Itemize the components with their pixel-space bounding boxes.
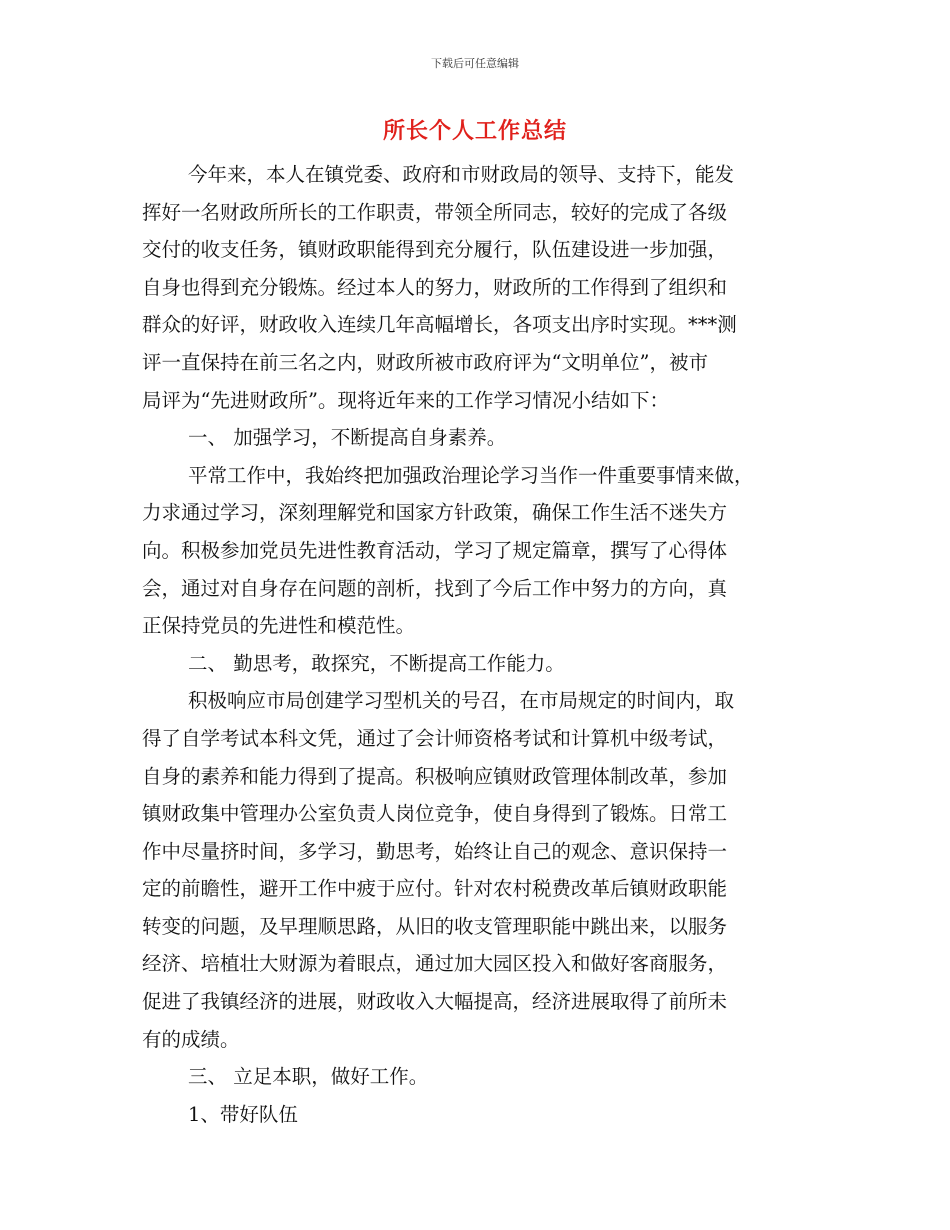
document-body	[142, 156, 810, 1133]
paragraph-line: 镇财政集中管理办公室负责人岗位竞争，使自身得到了锻炼。日常工	[142, 802, 728, 826]
paragraph-line: 积极响应市局创建学习型机关的号召，在市局规定的时间内，取	[188, 689, 735, 713]
paragraph-line: 经济、培植壮大财源为着眼点，通过加大园区投入和做好客商服务，	[142, 952, 728, 976]
paragraph-line: 促进了我镇经济的进展，财政收入大幅提高，经济进展取得了前所未	[142, 990, 728, 1014]
paragraph-line: 向。积极参加党员先进性教育活动，学习了规定篇章，撰写了心得体	[142, 538, 728, 562]
paragraph-line: 定的前瞻性，避开工作中疲于应付。针对农村税费改革后镇财政职能	[142, 877, 728, 901]
paragraph-line: 转变的问题，及早理顺思路，从旧的收支管理职能中跳出来，以服务	[142, 914, 728, 938]
paragraph-line: 正保持党员的先进性和模范性。	[142, 614, 416, 638]
paragraph-line: 得了自学考试本科文凭，通过了会计师资格考试和计算机中级考试，	[142, 726, 728, 750]
document-title: 所长个人工作总结	[382, 118, 567, 144]
paragraph-line: 作中尽量挤时间，多学习，勤思考，始终让自己的观念、意识保持一	[142, 839, 728, 863]
paragraph-line: 自身也得到充分锻炼。经过本人的努力，财政所的工作得到了组织和	[142, 275, 728, 299]
paragraph-line: 平常工作中，我始终把加强政治理论学习当作一件重要事情来做，	[188, 463, 754, 487]
page-header: 下载后可任意编辑	[431, 57, 519, 70]
paragraph-line: 局评为“先进财政所”。现将近年来的工作学习情况小结如下：	[142, 388, 669, 412]
subsection-heading: 1、带好队伍	[188, 1102, 298, 1126]
paragraph-line: 有的成绩。	[142, 1027, 240, 1051]
paragraph-line: 交付的收支任务，镇财政职能得到充分履行，队伍建设进一步加强，	[142, 238, 728, 262]
paragraph-line: 会，通过对自身存在问题的剖析，找到了今后工作中努力的方向，真	[142, 576, 728, 600]
paragraph-line: 力求通过学习，深刻理解党和国家方针政策，确保工作生活不迷失方	[142, 501, 728, 525]
paragraph-line: 挥好一名财政所所长的工作职责，带领全所同志，较好的完成了各级	[142, 200, 728, 224]
paragraph-line: 自身的素养和能力得到了提高。积极响应镇财政管理体制改革，参加	[142, 764, 728, 788]
section-heading: 三、 立足本职，做好工作。	[188, 1065, 429, 1089]
paragraph-line: 评一直保持在前三名之内，财政所被市政府评为“文明单位”，被市	[142, 350, 708, 374]
section-heading: 一、 加强学习，不断提高自身素养。	[188, 426, 507, 450]
paragraph-line: 群众的好评，财政收入连续几年高幅增长，各项支出序时实现。***测	[142, 313, 737, 337]
section-heading: 二、 勤思考，敢探究，不断提高工作能力。	[188, 651, 565, 675]
paragraph-line: 今年来，本人在镇党委、政府和市财政局的领导、支持下，能发	[188, 163, 735, 186]
